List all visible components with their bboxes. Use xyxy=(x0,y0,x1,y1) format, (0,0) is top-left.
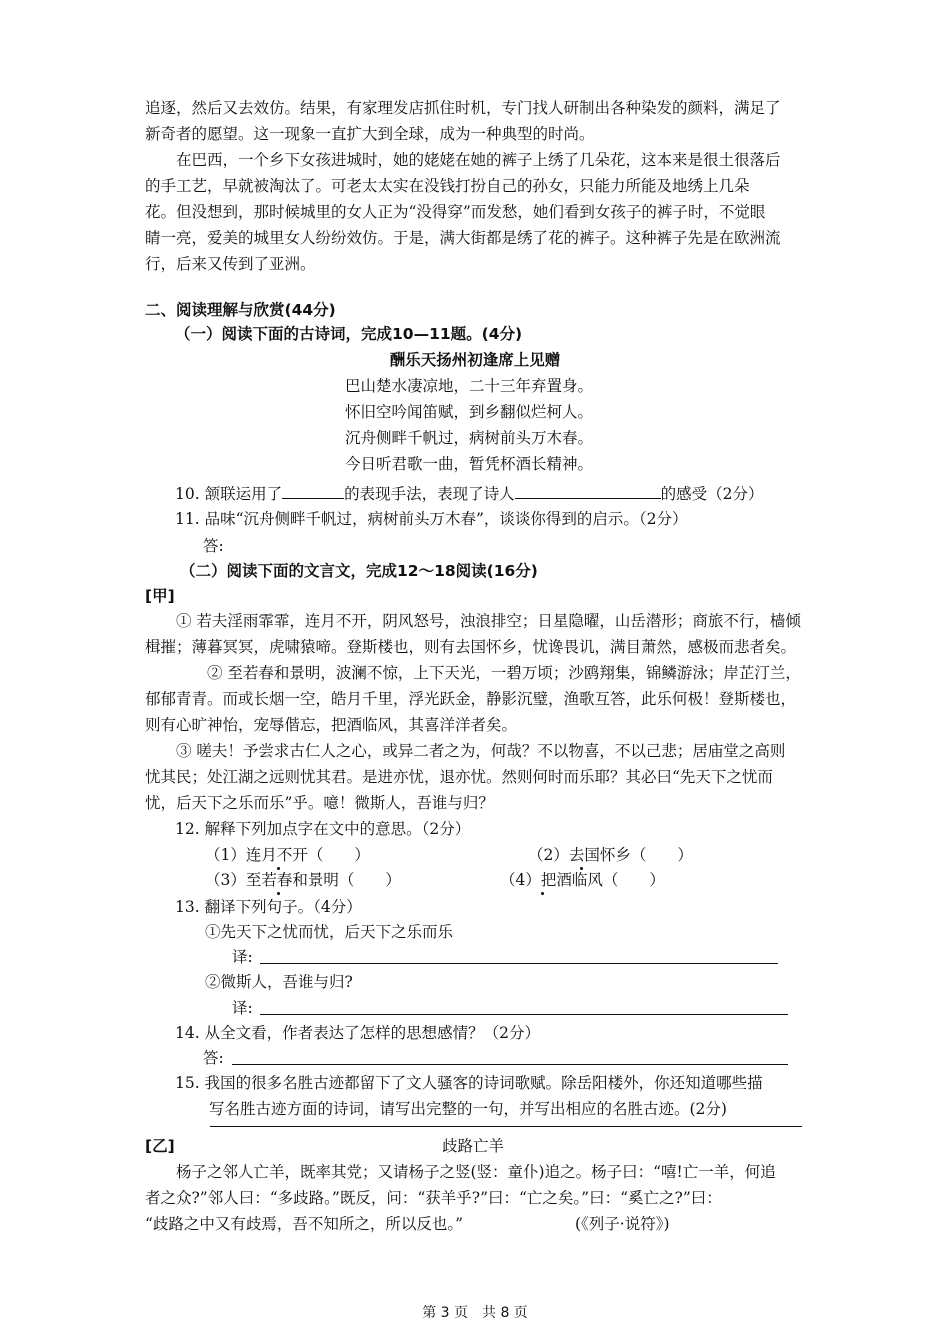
yi-source: (《列子·说符》) xyxy=(575,1215,670,1233)
yi-paragraph-line: 杨子之邻人亡羊，既率其党；又请杨子之竖(竖：童仆)追之。杨子曰：“嘻!亡一羊，何追 xyxy=(145,1163,776,1181)
jia-label: [甲] xyxy=(145,587,175,605)
yi-paragraph-line: “歧路之中又有歧焉，吾不知所之，所以反也。” xyxy=(145,1215,464,1233)
q10-text-b: 的表现手法，表现了诗人 xyxy=(344,485,515,503)
poem-line: 巴山楚水凄凉地，二十三年弃置身。 xyxy=(345,377,594,395)
intro-line: 花。但没想到，那时候城里的女人正为“没得穿”而发愁，她们看到女孩子的裤子时，不觉眼 xyxy=(145,203,766,221)
jia-paragraph-line: 郁郁青青。而或长烟一空，皓月千里，浮光跃金，静影沉璧，渔歌互答，此乐何极！登斯楼也， xyxy=(145,690,797,708)
section-heading: 二、阅读理解与欣赏(44分) xyxy=(145,301,336,319)
q13-sentence-1: ①先天下之忧而忧，后天下之乐而乐 xyxy=(205,923,454,941)
emphasis-dot xyxy=(277,867,280,870)
poem-line: 今日听君歌一曲，暂凭杯酒长精神。 xyxy=(345,455,594,473)
q12-item-4: （4）把酒临风（ ） xyxy=(500,871,665,889)
poem-line: 沉舟侧畔千帆过，病树前头万木春。 xyxy=(345,429,594,447)
answer-line-15[interactable] xyxy=(210,1126,802,1127)
jia-paragraph-line: ② 至若春和景明，波澜不惊，上下天光，一碧万顷；沙鸥翔集，锦鳞游泳；岸芷汀兰， xyxy=(145,664,801,682)
poem-title: 酬乐天扬州初逢席上见赠 xyxy=(389,351,561,369)
question-15-line: 15. 我国的很多名胜古迹都留下了文人骚客的诗词歌赋。除岳阳楼外，你还知道哪些描 xyxy=(175,1074,763,1092)
yi-label: [乙] xyxy=(145,1137,175,1155)
question-15-line: 写名胜古迹方面的诗词，请写出完整的一句，并写出相应的名胜古迹。(2分) xyxy=(209,1100,727,1118)
answer-line-14[interactable] xyxy=(232,1064,788,1065)
intro-line: 追逐，然后又去效仿。结果，有家理发店抓住时机，专门找人研制出各种染发的颜料，满足了 xyxy=(145,99,781,117)
yi-title: 歧路亡羊 xyxy=(442,1137,505,1155)
jia-paragraph-line: ③ 嗟夫！予尝求古仁人之心，或异二者之为，何哉？不以物喜，不以己悲；居庙堂之高则 xyxy=(145,742,786,760)
q10-text-a: 10. 颔联运用了 xyxy=(175,485,283,503)
question-12: 12. 解释下列加点字在文中的意思。（2分） xyxy=(175,820,471,838)
intro-line: 行，后来又传到了亚洲。 xyxy=(145,255,316,273)
question-14: 14. 从全文看，作者表达了怎样的思想感情？（2分） xyxy=(175,1024,540,1042)
jia-paragraph-line: 则有心旷神怡，宠辱偕忘，把酒临风，其喜洋洋者矣。 xyxy=(145,716,518,734)
q12-item-3: （3）至若春和景明（ ） xyxy=(205,871,401,889)
emphasis-dot xyxy=(580,867,583,870)
yi-paragraph-line: 者之众?”邻人曰：“多歧路。”既反，问：“获羊乎?”曰：“亡之矣。”曰：“奚亡之?”曰： xyxy=(145,1189,722,1207)
jia-paragraph-line: 楫摧；薄暮冥冥，虎啸猿啼。登斯楼也，则有去国怀乡，忧谗畏讥，满目萧然，感极而悲者矣。 xyxy=(145,638,797,656)
translation-line-2[interactable] xyxy=(260,1014,788,1015)
q12-item-1: （1）连月不开（ ） xyxy=(205,846,370,864)
intro-line: 睛一亮，爱美的城里女人纷纷效仿。于是，满大街都是绣了花的裤子。这种裤子先是在欧洲流 xyxy=(145,229,781,247)
intro-line: 新奇者的愿望。这一现象一直扩大到全球，成为一种典型的时尚。 xyxy=(145,125,595,143)
translation-line-1[interactable] xyxy=(260,963,778,964)
answer-label: 答: xyxy=(203,537,224,555)
answer-label: 答: xyxy=(203,1049,224,1067)
poem-line: 怀旧空吟闻笛赋，到乡翻似烂柯人。 xyxy=(345,403,594,421)
part1-heading: （一）阅读下面的古诗词，完成10—11题。(4分) xyxy=(175,325,523,343)
jia-paragraph-line: 忧其民；处江湖之远则忧其君。是进亦忧，退亦忧。然则何时而乐耶？其必曰“先天下之忧而 xyxy=(145,768,773,786)
q12-item-2: （2）去国怀乡（ ） xyxy=(528,846,693,864)
emphasis-dot xyxy=(277,892,280,895)
translation-label: 译: xyxy=(232,948,253,966)
intro-line: 的手工艺，早就被淘汰了。可老太太实在没钱打扮自己的孙女，只能力所能及地绣上几朵 xyxy=(145,177,750,195)
part2-heading: （二）阅读下面的文言文，完成12～18阅读(16分) xyxy=(180,562,538,580)
intro-line: 在巴西，一个乡下女孩进城时，她的姥姥在她的裤子上绣了几朵花，这本来是很土很落后 xyxy=(145,151,781,169)
question-11: 11. 品味“沉舟侧畔千帆过，病树前头万木春”，谈谈你得到的启示。（2分） xyxy=(175,510,688,528)
emphasis-dot xyxy=(541,892,544,895)
q10-blank-2[interactable] xyxy=(515,482,661,499)
question-10 xyxy=(175,482,763,504)
jia-paragraph-line: 忧，后天下之乐而乐”乎。噫！微斯人，吾谁与归？ xyxy=(145,794,494,812)
translation-label: 译: xyxy=(232,999,253,1017)
jia-paragraph-line: ① 若夫淫雨霏霏，连月不开，阴风怒号，浊浪排空；日星隐曜，山岳潜形；商旅不行，樯倾 xyxy=(145,612,801,630)
q13-sentence-2: ②微斯人，吾谁与归? xyxy=(205,973,353,991)
q10-blank-1[interactable] xyxy=(282,482,344,499)
page-footer: 第 3 页 共 8 页 xyxy=(422,1305,528,1321)
q10-text-c: 的感受（2分） xyxy=(660,485,764,503)
question-13: 13. 翻译下列句子。（4分） xyxy=(175,898,362,916)
